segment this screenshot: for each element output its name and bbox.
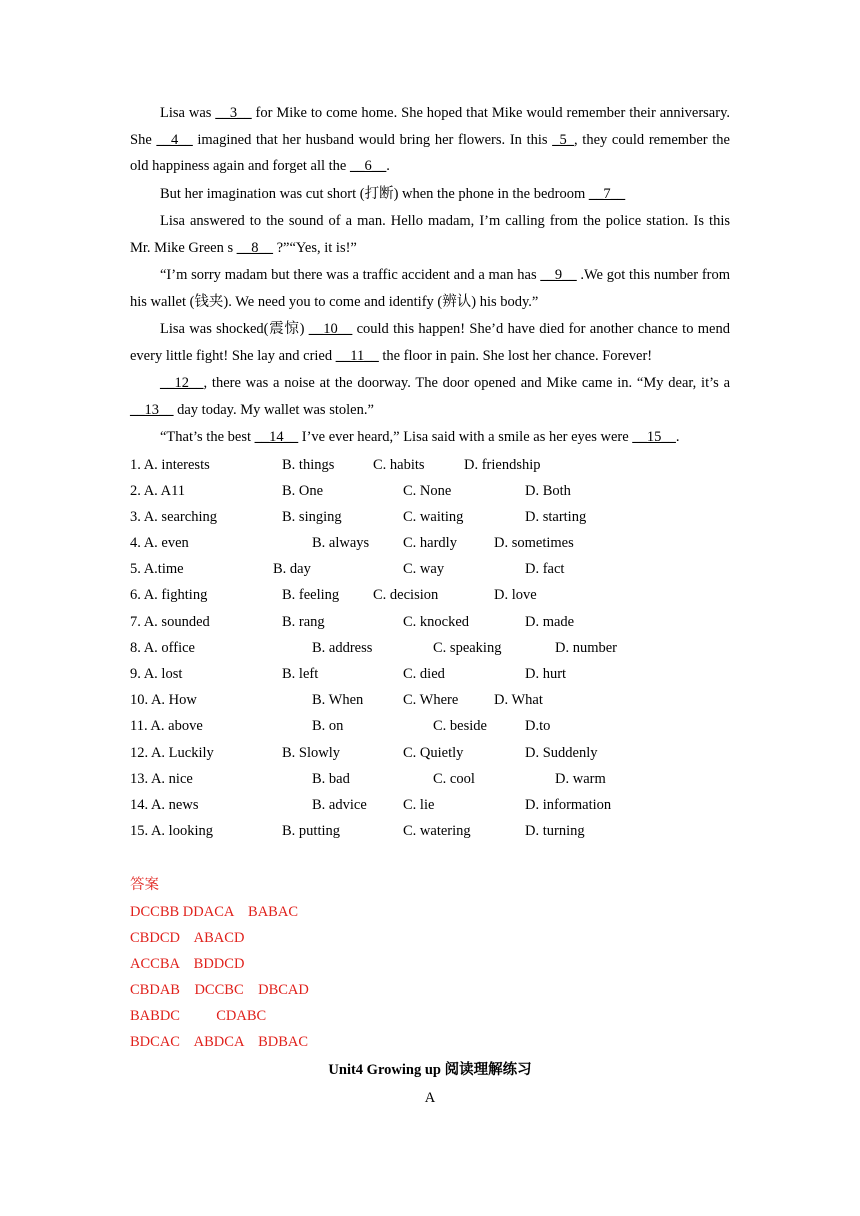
option-choice: D. fact [525, 561, 565, 578]
option-choice: C. None [403, 482, 452, 499]
option-choice: B. things [282, 456, 335, 473]
blank: __4__ [156, 131, 193, 148]
passage-paragraph: Lisa was __3__ for Mike to come home. She hoped that Mike would remember their anniversary. She __4__ imagined that her husband would bring her flowers. In this _5_, they could remember the old happiness again and forget all the __6__. [130, 105, 731, 174]
option-choice: C. lie [403, 796, 435, 813]
option-row [130, 582, 730, 608]
option-row [130, 530, 730, 556]
option-choice: B. Slowly [282, 744, 341, 761]
option-choice: 8. A. office [130, 639, 195, 656]
blank: __3__ [215, 105, 252, 121]
cloze-passage [130, 100, 730, 451]
option-choice: 3. A. searching [130, 508, 217, 525]
option-choice: 10. A. How [130, 692, 197, 709]
blank: __11__ [335, 347, 379, 364]
option-choice: D. starting [525, 508, 587, 525]
option-choice: 6. A. fighting [130, 587, 208, 604]
option-choice: D. turning [525, 823, 585, 840]
option-row [130, 740, 730, 766]
option-choice: D.to [525, 718, 551, 735]
passage-paragraph: Lisa answered to the sound of a man. Hello madam, I’m calling from the police station. Is this Mr. Mike Green s __8__ ?”“Yes, it is!” [130, 213, 730, 256]
option-choice: 15. A. looking [130, 823, 213, 840]
answer-line: BABDC CDABC [130, 1008, 267, 1025]
option-choice: C. habits [373, 456, 425, 473]
option-choice: B. always [312, 535, 370, 552]
option-choice: B. on [312, 718, 344, 735]
option-choice: B. rang [282, 613, 325, 630]
passage-paragraph: But her imagination was cut short (打断) when the phone in the bedroom __7__ [160, 185, 626, 202]
passage-paragraph: Lisa was shocked(震惊) __10__ could this happen! She’d have died for another chance to mend every little fight! She lay and cried __11__ the floor in pain. She lost her chance. Forever! [130, 321, 730, 364]
answer-key-label: 答案 [130, 877, 159, 894]
passage-paragraph: __12__, there was a noise at the doorway. The door opened and Mike came in. “My dear, it’s a __13__ day today. My wallet was stolen.” [130, 375, 730, 418]
option-choice: 7. A. sounded [130, 613, 210, 630]
blank: __10__ [308, 321, 353, 337]
blank: __15__ [632, 429, 676, 445]
option-row [130, 609, 730, 635]
blank: __9__ [540, 267, 577, 283]
answer-line: CBDCD ABACD [130, 929, 245, 946]
blank: _5_ [552, 131, 574, 148]
option-row [130, 661, 730, 687]
blank: __7__ [588, 185, 626, 202]
option-choice: 13. A. nice [130, 770, 193, 787]
answer-key [130, 872, 730, 1055]
option-choice: C. decision [373, 587, 439, 604]
option-row [130, 452, 730, 478]
option-choice: B. address [312, 639, 373, 656]
blank: __8__ [236, 239, 273, 256]
option-choice: C. Where [403, 692, 459, 709]
option-choice: 5. A.time [130, 561, 184, 578]
option-choice: B. day [273, 561, 311, 578]
option-choice: C. waiting [403, 508, 464, 525]
option-choice: 2. A. A11 [130, 482, 186, 499]
option-choice: 12. A. Luckily [130, 744, 214, 761]
section-label: A [424, 1089, 436, 1106]
option-choice: B. advice [312, 796, 367, 813]
option-choice: C. hardly [403, 535, 457, 552]
option-choice: D. number [555, 639, 618, 656]
option-row [130, 687, 730, 713]
option-choice: D. warm [555, 770, 606, 787]
option-choice: B. putting [282, 823, 341, 840]
option-choice: B. left [282, 666, 319, 682]
option-choice: D. love [494, 587, 537, 604]
option-choice: 1. A. interests [130, 456, 210, 473]
option-choice: B. feeling [282, 587, 340, 604]
option-choice: D. sometimes [494, 535, 574, 552]
answer-line: DCCBB DDACA BABAC [130, 903, 298, 920]
option-choice: D. Both [525, 482, 571, 499]
passage-paragraph: “That’s the best __14__ I’ve ever heard,” Lisa said with a smile as her eyes were __15__. [160, 429, 680, 445]
option-choice: D. What [494, 692, 543, 709]
passage-paragraph: “I’m sorry madam but there was a traffic accident and a man has __9__ .We got this number from his wallet (钱夹). We need you to come and identify (辨认) his body.” [130, 267, 730, 310]
option-choice: B. One [282, 482, 324, 499]
option-choice: C. speaking [433, 639, 502, 656]
blank: __12__ [160, 375, 204, 391]
option-choice: 11. A. above [130, 718, 203, 735]
option-choice: D. friendship [464, 456, 541, 473]
option-row [130, 792, 730, 818]
option-row [130, 713, 730, 739]
blank: __6__ [350, 158, 387, 174]
option-row [130, 635, 730, 661]
option-choice: D. made [525, 613, 575, 630]
option-row [130, 478, 730, 504]
option-choice: B. bad [312, 770, 350, 787]
option-choice: C. watering [403, 823, 471, 840]
option-choice: C. Quietly [403, 744, 464, 761]
blank: __13__ [130, 401, 174, 418]
option-choice: D. hurt [525, 666, 567, 682]
option-choice: D. information [525, 796, 612, 813]
option-choice: 14. A. news [130, 796, 199, 813]
document-page [130, 100, 730, 1112]
option-row [130, 556, 730, 582]
option-choice: C. knocked [403, 613, 470, 630]
option-row [130, 504, 730, 530]
answer-line: BDCAC ABDCA BDBAC [130, 1034, 309, 1051]
answer-options [130, 452, 730, 845]
option-row [130, 818, 730, 844]
option-choice: 4. A. even [130, 535, 189, 552]
answer-line: ACCBA BDDCD [130, 955, 245, 972]
option-choice: C. beside [433, 718, 487, 735]
option-row [130, 766, 730, 792]
option-choice: B. When [312, 692, 364, 709]
option-choice: 9. A. lost [130, 666, 183, 682]
option-choice: B. singing [282, 508, 342, 525]
answer-line: CBDAB DCCBC DBCAD [130, 982, 309, 999]
option-choice: C. way [403, 561, 445, 578]
option-choice: C. cool [433, 770, 475, 787]
blank: __14__ [254, 429, 299, 445]
unit-title: Unit4 Growing up 阅读理解练习 [328, 1061, 532, 1078]
option-choice: D. Suddenly [525, 744, 598, 761]
option-choice: C. died [403, 666, 445, 682]
